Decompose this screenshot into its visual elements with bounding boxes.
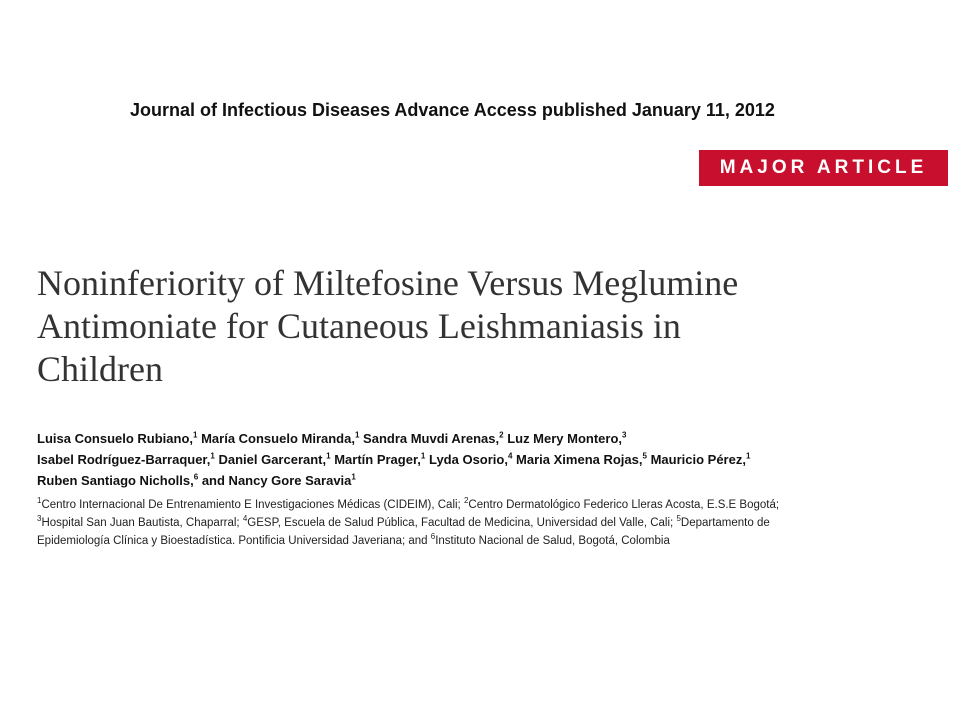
author-name: Ruben Santiago Nicholls, [37,473,194,488]
author-name: Maria Ximena Rojas, [516,452,643,467]
author-affiliation-number: 3 [622,430,627,440]
affiliation-text: Centro Internacional De Entrenamiento E Investigaciones Médicas (CIDEIM), Cali; [41,499,464,511]
affiliation-number: 2 [463,496,469,506]
affiliation-number: 6 [430,532,436,542]
author-line-3 [37,470,917,491]
affiliation-number: 4 [242,514,248,524]
affiliation-text: Hospital San Juan Bautista, Chaparral; [41,517,243,529]
author-affiliation-number: 1 [193,430,198,440]
affiliation-list [37,496,917,550]
article-title [37,262,917,391]
affiliation-number: 3 [37,514,42,524]
affiliation-number: 1 [37,496,42,506]
author-affiliation-number: 1 [351,472,356,482]
title-line-1: Noninferiority of Miltefosine Versus Meglumine [37,263,739,303]
title-line-3: Children [37,349,163,389]
affiliation-text: Centro Dermatológico Federico Lleras Acosta, E.S.E Bogotá; [468,499,780,511]
author-affiliation-number: 1 [745,451,751,461]
author-name: Luz Mery Montero, [507,431,623,446]
author-list [37,428,917,491]
title-line-2: Antimoniate for Cutaneous Leishmaniasis in [37,306,681,346]
affiliation-text: Instituto Nacional de Salud, Bogotá, Colombia [435,535,670,547]
author-affiliation-number: 1 [420,451,426,461]
author-line-2 [37,449,917,470]
author-line-1 [37,428,917,449]
author-affiliation-number: 4 [507,451,513,461]
author-name: Lyda Osorio, [428,452,508,467]
author-name: María Consuelo Miranda, [201,431,355,446]
author-name: Martín Prager, [334,452,421,467]
author-affiliation-number: 1 [326,451,331,461]
affiliation-text: Epidemiología Clínica y Bioestadística. Pontificia Universidad Javeriana; and [37,535,431,547]
journal-publication-line: Journal of Infectious Diseases Advance Access published January 11, 2012 [130,100,775,120]
author-name: Isabel Rodríguez-Barraquer, [37,452,211,467]
author-name: Mauricio Pérez, [650,452,746,467]
affiliation-text: Departamento de [680,517,770,529]
author-affiliation-number: 1 [354,430,360,440]
author-name: Luisa Consuelo Rubiano, [37,431,194,446]
affiliation-line-1 [37,496,917,514]
author-name: Sandra Muvdi Arenas, [363,431,500,446]
affiliation-number: 5 [676,514,681,524]
author-affiliation-number: 6 [193,472,199,482]
author-affiliation-number: 5 [642,451,647,461]
affiliation-line-2 [37,514,917,532]
affiliation-text: GESP, Escuela de Salud Pública, Facultad de Medicina, Universidad del Valle, Cali; [247,517,677,529]
article-type-badge: MAJOR ARTICLE [699,150,948,186]
author-affiliation-number: 1 [210,451,215,461]
affiliation-line-3 [37,532,917,550]
author-name: and Nancy Gore Saravia [201,473,352,488]
author-name: Daniel Garcerant, [218,452,327,467]
author-affiliation-number: 2 [499,430,504,440]
